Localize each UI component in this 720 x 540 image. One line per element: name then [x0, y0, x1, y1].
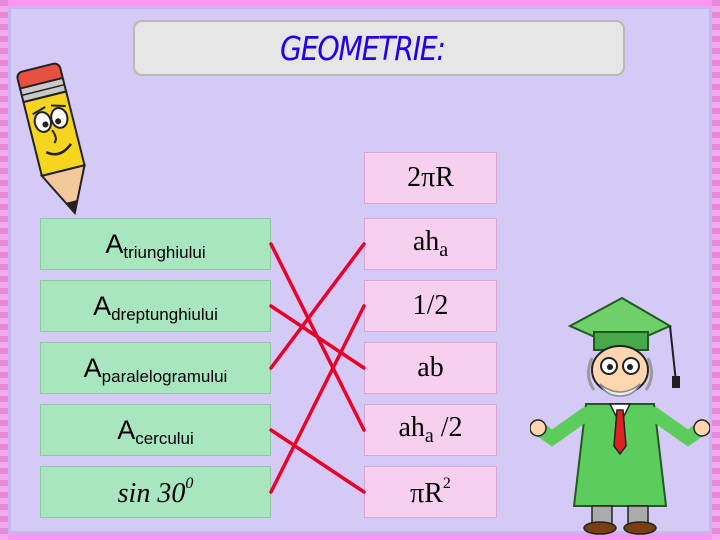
- formula-text: 2πR: [407, 162, 454, 193]
- area-symbol: A: [93, 290, 112, 321]
- area-subscript: triunghiului: [123, 243, 206, 262]
- formula-text: ab: [417, 352, 444, 383]
- sin-expression: $\sin 30^0$: [117, 474, 194, 509]
- formula-text: $ah_a$: [412, 226, 449, 261]
- formula-text: $ah_a$ /2: [398, 412, 463, 447]
- area-symbol: A: [117, 414, 136, 445]
- area-subscript: paralelogramului: [101, 367, 228, 386]
- formula-text: 1/2: [412, 290, 449, 321]
- area-symbol: A: [105, 228, 124, 259]
- area-subscript: dreptunghiului: [111, 305, 218, 324]
- area-subscript: cercului: [135, 429, 194, 448]
- slide-title: GEOMETRIE:: [280, 29, 445, 68]
- formula-text: $\pi R^2$: [410, 474, 451, 509]
- connector-line: [271, 244, 364, 368]
- area-symbol: A: [83, 352, 102, 383]
